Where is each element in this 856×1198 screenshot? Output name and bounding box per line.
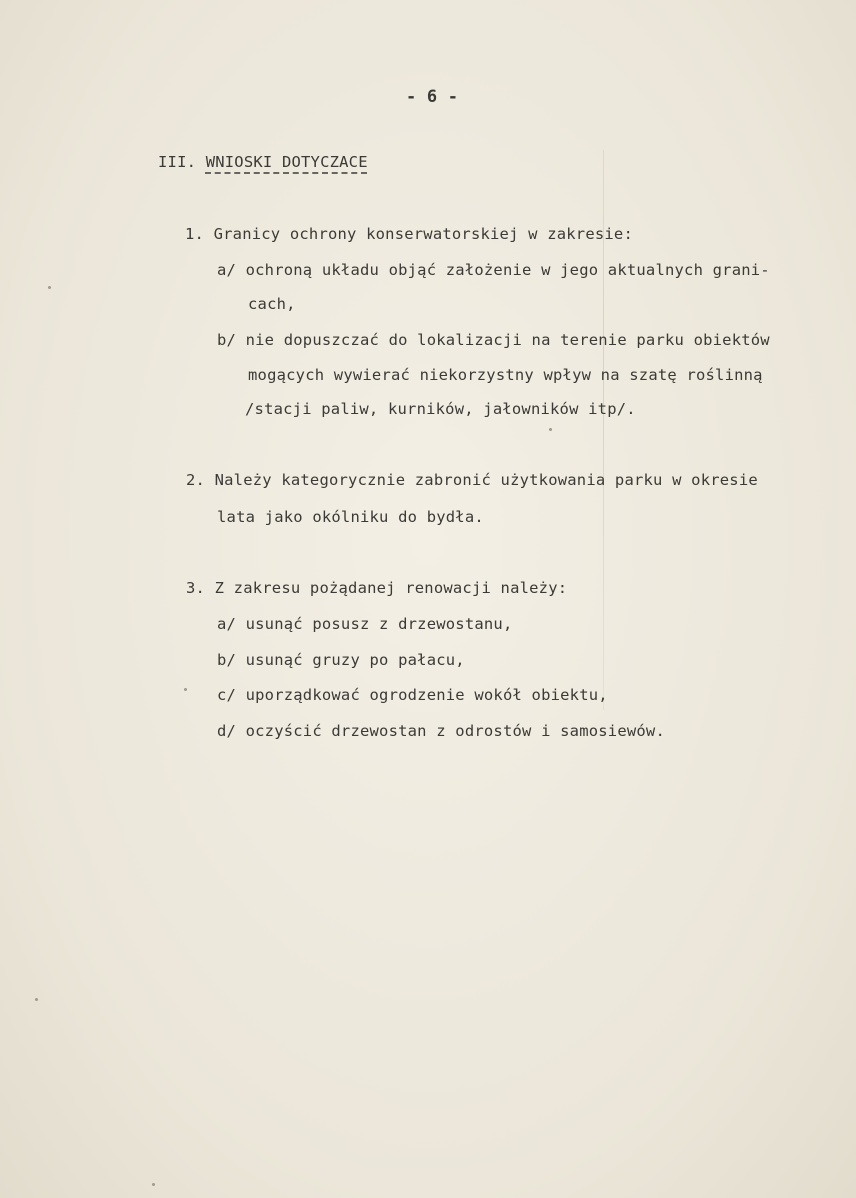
text-line: b/ nie dopuszczać do lokalizacji na terenie parku obiektów xyxy=(217,331,770,349)
page-number: - 6 - xyxy=(406,87,459,107)
text-line: a/ ochroną układu objąć założenie w jego aktualnych grani- xyxy=(217,261,770,279)
text-line: 1. Granicy ochrony konserwatorskiej w zakresie: xyxy=(185,225,633,243)
section-roman: III. xyxy=(158,153,197,171)
text-line: mogących wywierać niekorzystny wpływ na szatę roślinną xyxy=(248,366,763,384)
text-line: d/ oczyścić drzewostan z odrostów i samosiewów. xyxy=(217,722,665,740)
paper-speck xyxy=(152,1183,155,1186)
text-line: c/ uporządkować ogrodzenie wokół obiektu, xyxy=(217,686,608,704)
text-line: a/ usunąć posusz z drzewostanu, xyxy=(217,615,513,633)
paper-speck xyxy=(35,998,38,1001)
section-title: WNIOSKI DOTYCZACE xyxy=(205,153,368,171)
text-line: lata jako okólniku do bydła. xyxy=(217,508,484,526)
text-line: cach, xyxy=(248,295,296,313)
paper-speck xyxy=(184,688,187,691)
section-heading xyxy=(158,152,368,172)
text-line: /stacji paliw, kurników, jałowników itp/. xyxy=(245,400,636,418)
paper-speck xyxy=(549,428,552,431)
text-line: 2. Należy kategorycznie zabronić użytkowania parku w okresie xyxy=(186,471,758,489)
paper-speck xyxy=(48,286,51,289)
text-line: b/ usunąć gruzy po pałacu, xyxy=(217,651,465,669)
text-line: 3. Z zakresu pożądanej renowacji należy: xyxy=(186,579,568,597)
